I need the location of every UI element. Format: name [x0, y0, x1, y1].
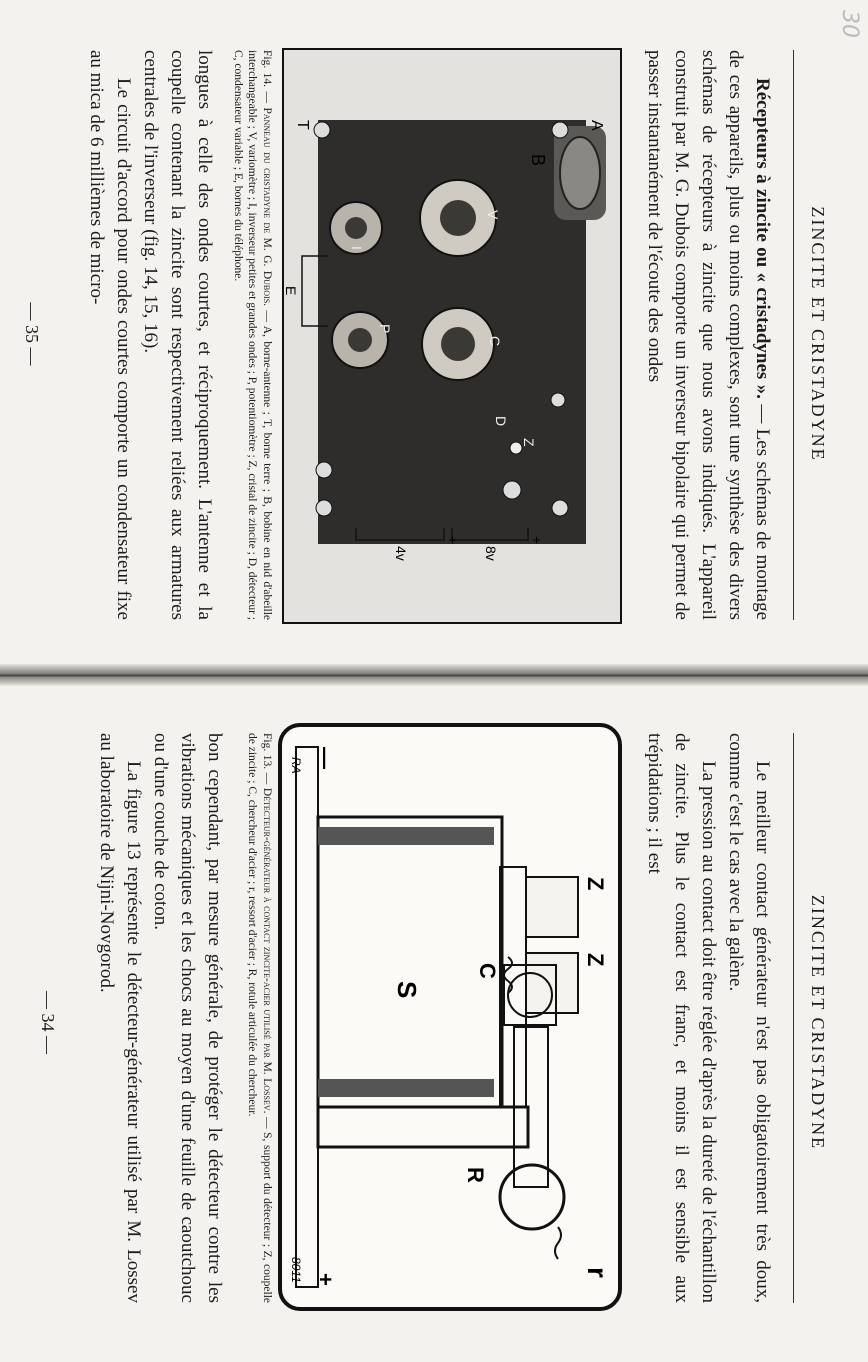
label-8v: 8v: [483, 546, 499, 561]
label-r-big: R: [463, 1167, 488, 1183]
page-34-body-top: [641, 733, 776, 1303]
page-35-body: [83, 50, 218, 620]
figure-13-caption: [245, 733, 274, 1303]
label-minus: —: [313, 747, 338, 769]
caption-text: — S, support du détecteur ; Z, coupelle de zincite ; C, chercheur d'acier ; r, ressort d'acier ; R, rotule articulée du chercheur.: [246, 733, 273, 1304]
caption-number: Fig. 13. —: [261, 733, 273, 785]
terminal-t: [314, 122, 330, 138]
caption-number: Fig. 14. —: [261, 50, 273, 103]
paragraph: bon cependant, par mesure générale, de protéger le détecteur contre les vibrations mécaniques et les chocs au moyen d'une feuille de caoutchouc ou d'une couche de coton.: [150, 733, 225, 1303]
label-d: D: [493, 416, 509, 427]
head-rule: [793, 733, 794, 1303]
label-4v: 4v: [393, 546, 409, 561]
caption-text: — A, borne-antenne ; T, borne terre ; B, bobine en nid d'abeille interchangeable ; V, variomètre ; I, inverseur petites et grandes ondes ; P, potentiomètre ; Z, cristal de zincite ; D, détecteur ; C, condensateur variable ; E, bornes du téléphone.: [232, 50, 273, 621]
page-35-content: [0, 0, 868, 668]
label-p: P: [377, 324, 393, 334]
label-z-2: Z: [583, 953, 608, 967]
cristadyne-panel-svg: [284, 50, 620, 622]
label-plus: +: [313, 1273, 338, 1286]
terminal-a: [552, 122, 568, 138]
paragraph: Le meilleur contact générateur n'est pas obligatoirement très doux, comme c'est le cas avec la galène.: [725, 733, 773, 1303]
figure-14-photo: [282, 48, 622, 624]
detector-drawing-svg: [282, 727, 618, 1307]
label-z-1: Z: [583, 877, 608, 891]
caption-title: Détecteur-générateur à contact zincite-acier utilisé par M. Lossev.: [261, 787, 273, 1114]
label-b: B: [528, 154, 548, 167]
label-s: S: [392, 981, 422, 999]
zincite-cup-1: [526, 877, 578, 937]
label-ra: RA: [289, 757, 303, 774]
head-rule: [793, 50, 794, 620]
pencil-note: 30: [837, 10, 862, 38]
folio-34: — 34 —: [38, 991, 58, 1054]
caption-title: Panneau du cristadyne de M. G. Dubois.: [261, 107, 273, 307]
figure-14-caption: [231, 50, 275, 620]
label-c: C: [475, 963, 500, 979]
intro-text: — Les schémas de montage de ces appareils, plus ou moins complexes, sont une synthèse des divers schémas de récepteurs à zincite que nous avons indiqués. L'appareil construit par M. G. Dubois comporte un inverseur bipolaire qui permet de passer instantanément de l'écoute des ondes: [644, 50, 773, 621]
label-num: 8011: [289, 1257, 303, 1283]
intro-paragraph: [641, 50, 776, 620]
label-plus-1: +: [529, 536, 545, 545]
paragraph: longues à celle des ondes courtes, et réciproquement. L'antenne et la coupelle contenant la zincite sont respectivement reliées aux armatures centrales de l'inverseur (fig. 14, 15, 16).: [140, 50, 215, 620]
zincite-cup-2: [526, 953, 578, 1013]
page-34-content: [0, 683, 868, 1362]
folio-35: — 35 —: [22, 302, 42, 366]
page-35: [0, 0, 868, 668]
label-c: C: [487, 336, 503, 347]
label-v: V: [485, 210, 501, 220]
label-plus-2: +: [445, 536, 461, 545]
figure-13-drawing: [278, 723, 622, 1311]
running-head: ZINCITE ET CRISTADYNE: [808, 206, 828, 462]
paragraph: La figure 13 représente le détecteur-générateur utilisé par M. Lossev au laboratoire de Nijni-Novgorod.: [96, 733, 144, 1303]
paragraph: Le circuit d'accord pour ondes courtes comporte un condensateur fixe au mica de 6 millièmes de micro-: [86, 50, 134, 620]
page-34: [0, 683, 868, 1362]
label-r-small: r: [582, 1267, 613, 1278]
page-34-body-bottom: [93, 733, 228, 1303]
paragraph: La pression au contact doit être réglée d'après la dureté de l'échantillon de zincite. Plus le contact est franc, et moins il est sensible aux trépidations ; il est: [644, 733, 719, 1303]
ball-joint-r: [500, 1165, 564, 1229]
label-i: I: [349, 246, 365, 250]
label-z: Z: [521, 438, 537, 447]
section-lead: Récepteurs à zincite ou « cristadynes ».: [752, 78, 773, 399]
label-e: E: [284, 286, 299, 296]
label-t: T: [294, 120, 311, 130]
label-a: A: [588, 120, 605, 131]
running-head: ZINCITE ET CRISTADYNE: [808, 894, 828, 1151]
